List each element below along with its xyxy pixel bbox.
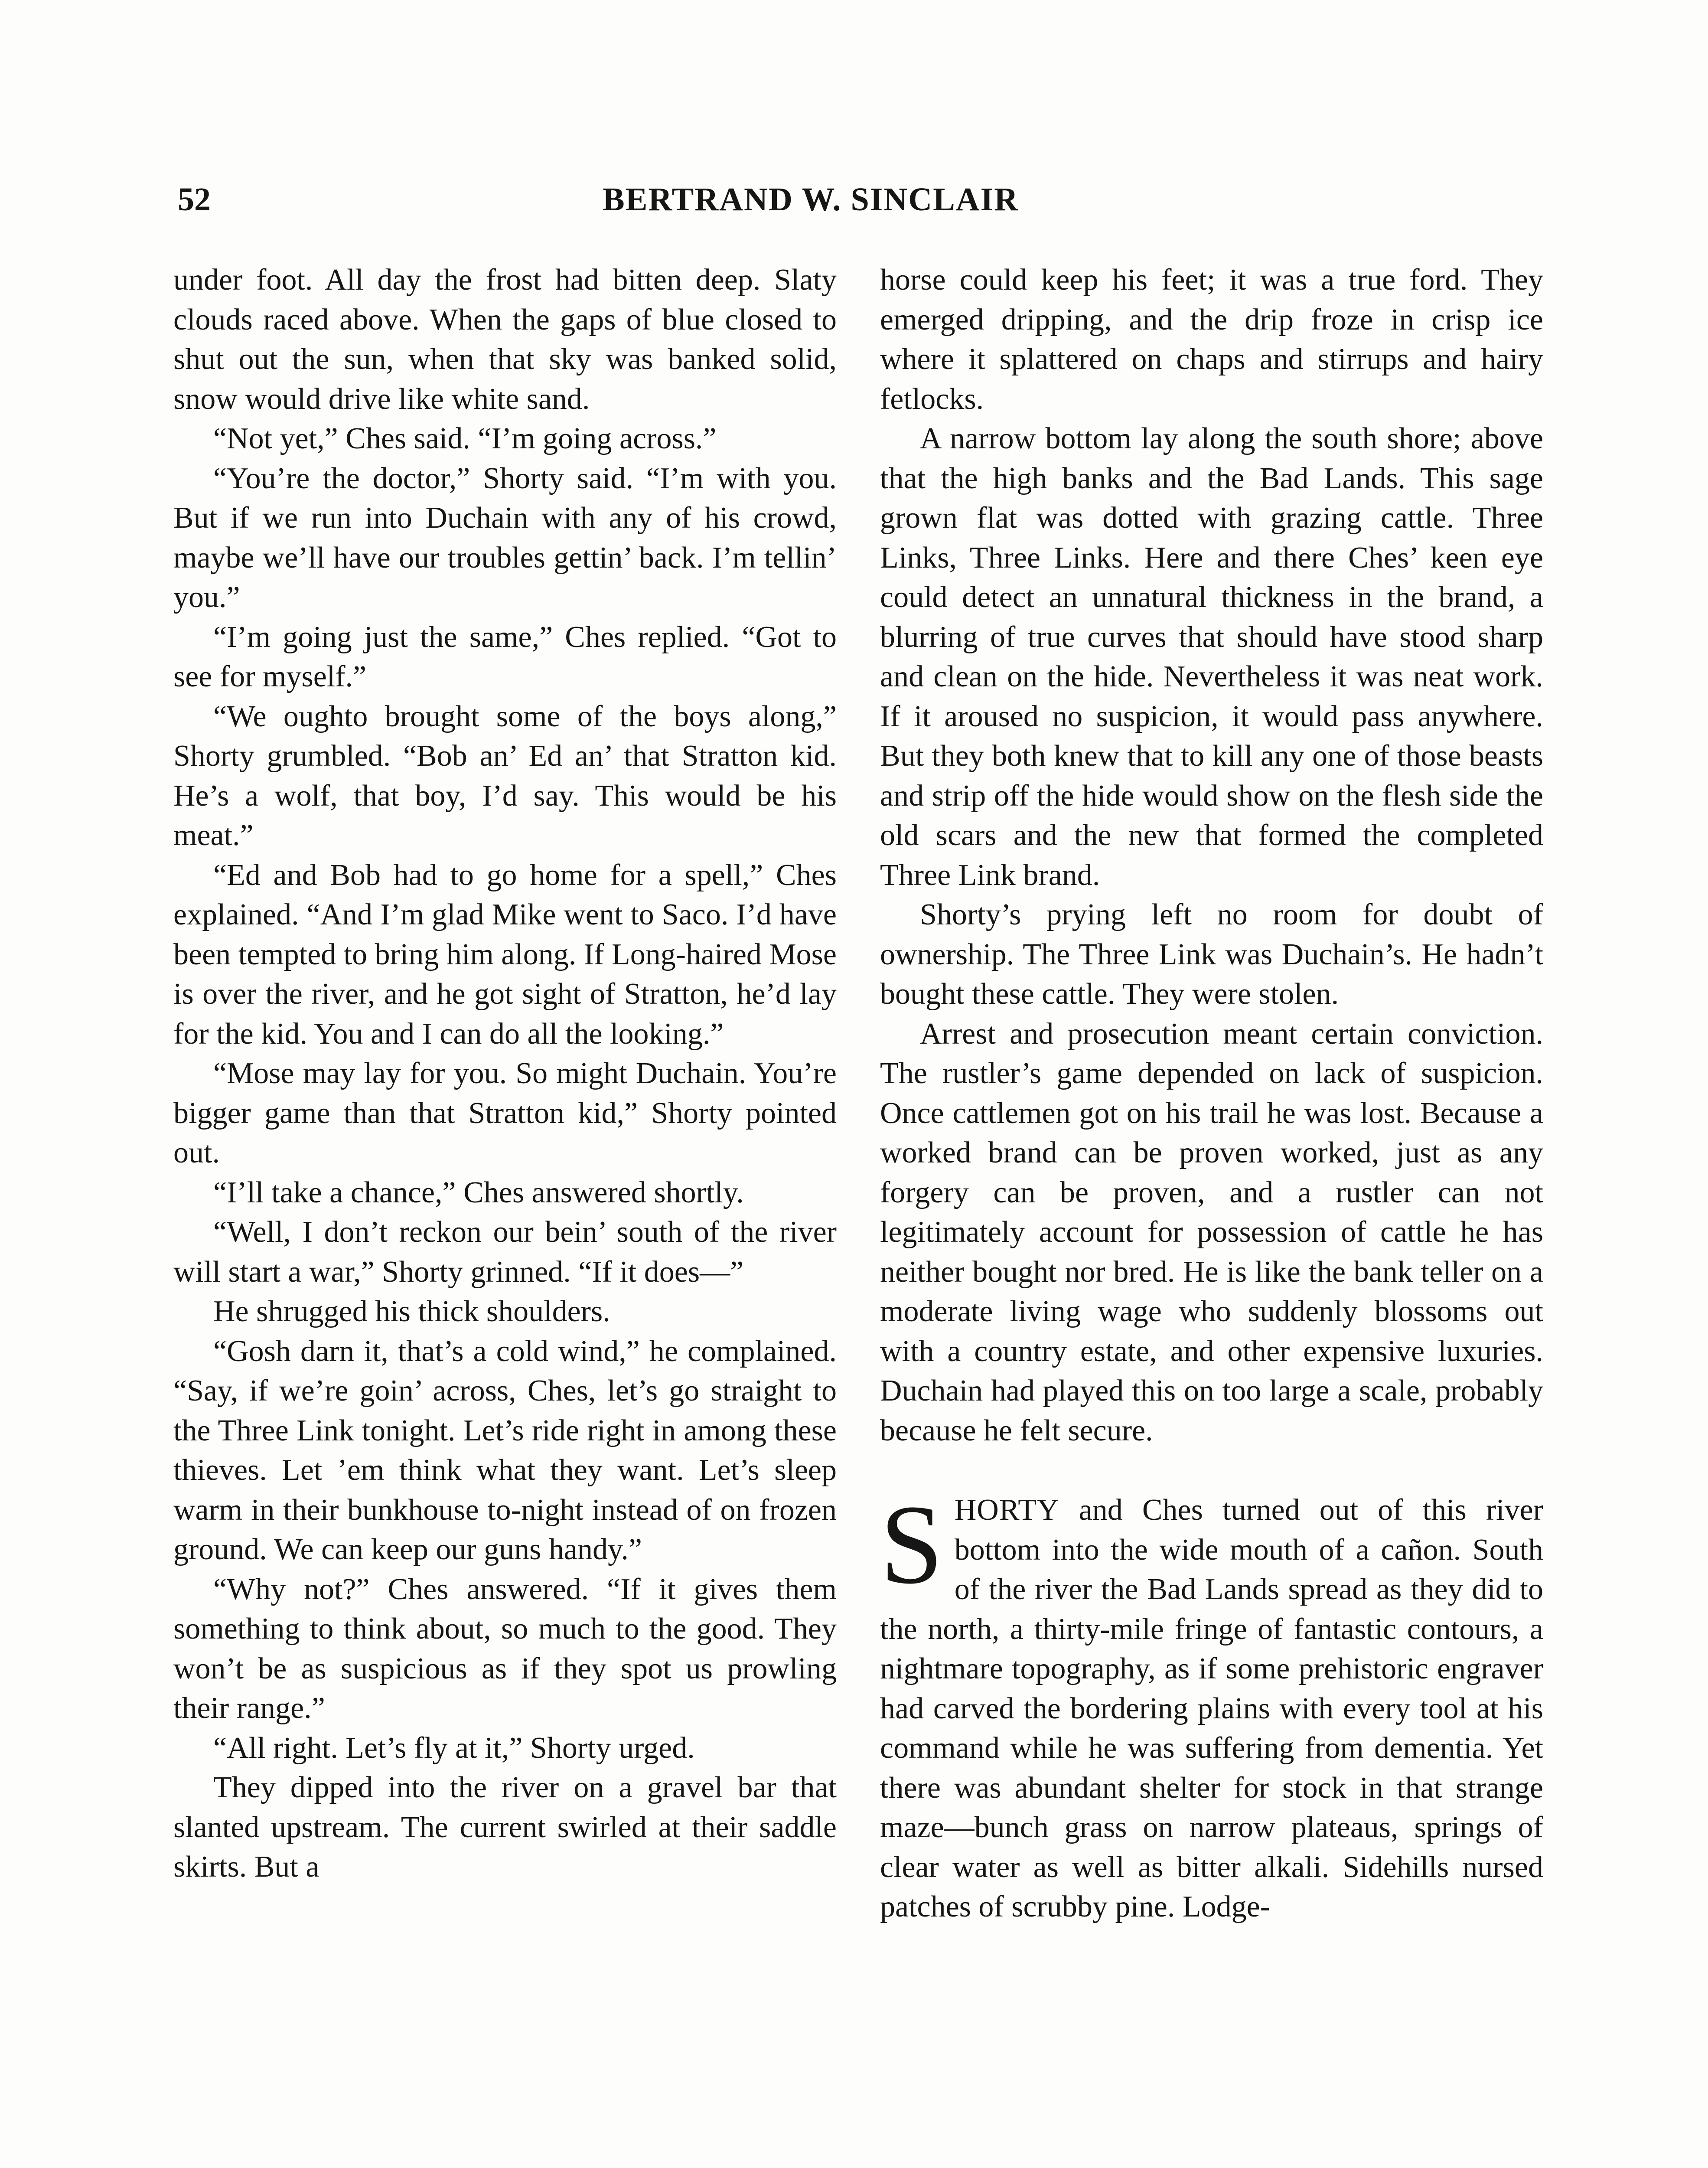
section-opening-text: and Ches turned out of this river bottom into the wide mouth of a cañon. South of the river the Bad Lands spread as they did to the north, a thirty-mile fringe of fantastic contours, a nightmare topography, as if some prehistoric engraver had carved the bordering plains with every tool at his command while he was suffering from dementia. Yet there was abundant shelter for stock in that strange maze—bunch grass on narrow plateaus, springs of clear water as well as bitter alkali. Sidehills nursed patches of scrubby pine. Lodge- <box>880 1493 1543 1923</box>
paragraph: They dipped into the river on a gravel bar that slanted upstream. The current swirled at their saddle skirts. But a <box>173 1771 837 1884</box>
paragraph: “Gosh darn it, that’s a cold wind,” he complained. “Say, if we’re goin’ across, Ches, let’s go straight to the Three Link tonight. Let’s ride right in among these thieves. Let ’em think what they want. Let’s sleep warm in their bunkhouse to-night instead of on frozen ground. We can keep our guns handy.” <box>173 1334 837 1566</box>
paragraph: under foot. All day the frost had bitten deep. Slaty clouds raced above. When the gaps of blue closed to shut out the sun, when that sky was banked solid, snow would drive like white sand. <box>173 263 837 416</box>
paragraph: “I’m going just the same,” Ches replied. “Got to see for myself.” <box>173 620 837 693</box>
paragraph: “Why not?” Ches answered. “If it gives them something to think about, so much to the good. They won’t be as suspicious as if they spot us prowling their range.” <box>173 1572 837 1725</box>
paragraph: “Mose may lay for you. So might Duchain. You’re bigger game than that Stratton kid,” Shorty pointed out. <box>173 1057 837 1169</box>
paragraph: Shorty’s prying left no room for doubt of ownership. The Three Link was Duchain’s. He hadn’t bought these cattle. They were stolen. <box>880 898 1543 1011</box>
paragraph: “You’re the doctor,” Shorty said. “I’m with you. But if we run into Duchain with any of his crowd, maybe we’ll have our troubles gettin’ back. I’m tellin’ you.” <box>173 461 837 614</box>
paragraph: A narrow bottom lay along the south shore; above that the high banks and the Bad Lands. This sage grown flat was dotted with grazing cattle. Three Links, Three Links. Here and there Ches’ keen eye could detect an unnatural thickness in the brand, a blurring of true curves that should have stood sharp and clean on the hide. Nevertheless it was neat work. If it aroused no suspicion, it would pass anywhere. But they both knew that to kill any one of those beasts and strip off the hide would show on the flesh side the old scars and the new that formed the completed Three Link brand. <box>880 422 1543 892</box>
paragraph: He shrugged his thick shoulders. <box>213 1295 610 1328</box>
lead-caps: HORTY <box>954 1493 1059 1527</box>
paragraph: Arrest and prosecution meant certain conviction. The rustler’s game depended on lack of suspicion. Once cattlemen got on his trail he was lost. Because a worked brand can be proven worked, just as any forgery can be proven, and a rustler can not legitimately account for possession of cattle he has neither bought nor bred. He is like the bank teller on a moderate living wage who suddenly blossoms out with a country estate, and other expensive luxuries. Duchain had played this on too large a scale, probably because he felt secure. <box>880 1017 1543 1447</box>
right-column <box>880 260 1543 1927</box>
paragraph: “All right. Let’s fly at it,” Shorty urged. <box>213 1731 695 1765</box>
paragraph: “We oughto brought some of the boys along,” Shorty grumbled. “Bob an’ Ed an’ that Stratton kid. He’s a wolf, that boy, I’d say. This would be his meat.” <box>173 699 837 852</box>
page-number: 52 <box>178 181 211 218</box>
left-column <box>173 260 837 1887</box>
paragraph: “Well, I don’t reckon our bein’ south of the river will start a war,” Shorty grinned. “If it does—” <box>173 1215 837 1289</box>
running-head: BERTRAND W. SINCLAIR <box>603 181 1019 218</box>
drop-cap: S <box>880 1482 943 1607</box>
paragraph: horse could keep his feet; it was a true ford. They emerged dripping, and the drip froze in crisp ice where it splattered on chaps and stirrups and hairy fetlocks. <box>880 263 1543 416</box>
section-break <box>880 1450 1543 1490</box>
paragraph: “Ed and Bob had to go home for a spell,” Ches explained. “And I’m glad Mike went to Saco. I’d have been tempted to bring him along. If Long-haired Mose is over the river, and he got sight of Stratton, he’d lay for the kid. You and I can do all the looking.” <box>173 858 837 1051</box>
page-header <box>0 173 1708 225</box>
paragraph: “I’ll take a chance,” Ches answered shortly. <box>213 1175 744 1209</box>
section-opening-paragraph <box>880 1482 1543 1927</box>
paragraph: “Not yet,” Ches said. “I’m going across.” <box>213 422 717 455</box>
